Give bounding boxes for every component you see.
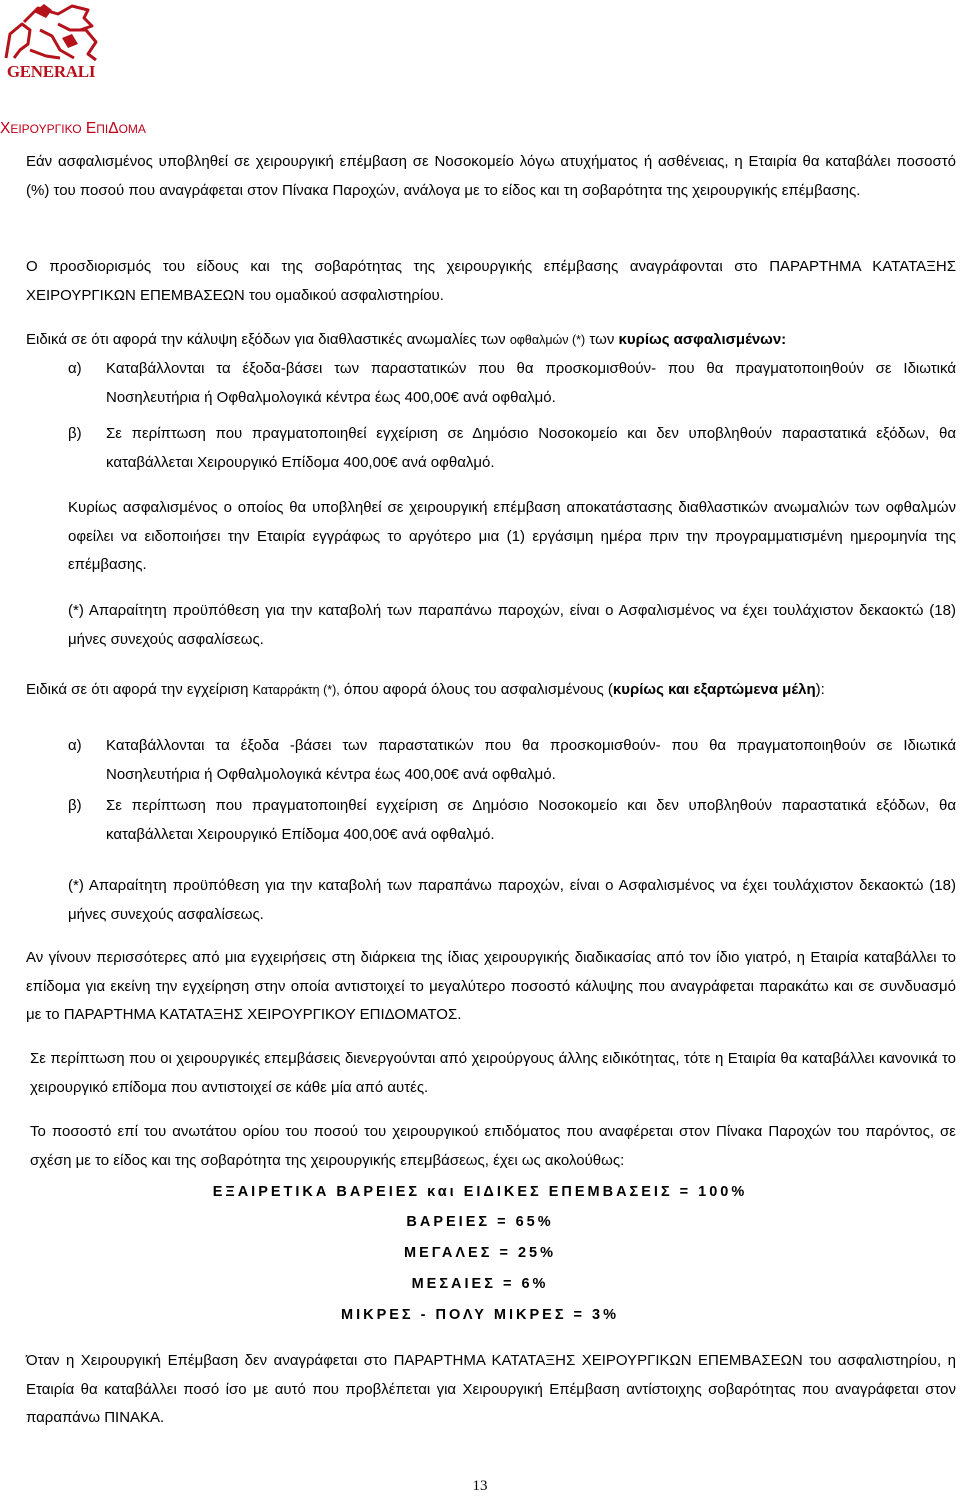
page-number: 13 <box>472 1478 488 1494</box>
section-title: ΧΕΙΡΟΥΡΓΙΚΟ ΕΠΙΔΟΜΑ <box>0 120 146 137</box>
classification-paragraph: Ο προσδιορισμός του είδους και της σοβαρότητας της χειρουργικής επέμβασης αναγράφονται στο ΠΑΡΑΡΤΗΜΑ ΚΑΤΑΤΑΞΗΣ ΧΕΙΡΟΥΡΓΙΚΩΝ ΕΠΕΜΒΑΣΕΩΝ του ομαδικού ασφαλιστηρίου. <box>26 258 956 304</box>
intro-paragraph: Εάν ασφαλισμένος υποβληθεί σε χειρουργική επέμβαση σε Νοσοκομείο λόγω ατυχήματος ή ασθένειας, η Εταιρία θα καταβάλει ποσοστό (%) του ποσού που αναγράφεται στον Πίνακα Παροχών, ανάλογα με το είδος και τη σοβαρότητα της χειρουργικής επέμβασης. <box>26 153 956 199</box>
rate-small: ΜΙΚΡΕΣ - ΠΟΛΥ ΜΙΚΡΕΣ = 3% <box>340 1307 620 1323</box>
percentage-intro-paragraph: Το ποσοστό επί του ανωτάτου ορίου του ποσού του χειρουργικού επιδόματος που αναφέρεται στον Πίνακα Παροχών του παρόντος, σε σχέση με το είδος και της σοβαρότητα της χειρουργικής επεμβάσεως, έχει ως ακολούθως: <box>30 1123 956 1169</box>
multiple-operations-paragraph: Αν γίνουν περισσότερες από μια εγχειρήσεις στη διάρκεια της ίδιας χειρουργικής διαδικασίας από τον ίδιο γιατρό, η Εταιρία καταβάλλει το επίδομα για εκείνη την εγχείρηση στην οποία αντιστοιχεί το μεγαλύτερο ποσοστό κάλυψης που αναγράφεται παρακάτω και σε συνδυασμό με το ΠΑΡΑΡΤΗΜΑ ΚΑΤΑΤΑΞΗΣ ΧΕΙΡΟΥΡΓΙΚΟΥ ΕΠΙΔΟΜΑΤΟΣ. <box>26 949 956 1023</box>
other-specialty-paragraph: Σε περίπτωση που οι χειρουργικές επεμβάσεις διενεργούνται από χειρούργους άλλης ειδικότητας, τότε η Εταιρία θα καταβάλλει κανονικά το χειρουργικό επίδομα που αντιστοιχεί σε κάθε μία από αυτές. <box>30 1050 956 1096</box>
refractive-notify-paragraph: Κυρίως ασφαλισμένος ο οποίος θα υποβληθεί σε χειρουργική επέμβαση αποκατάστασης διαθλαστικών ανωμαλιών των οφθαλμών οφείλει να ειδοποιήσει την Εταιρία εγγράφως το αργότερο μια (1) εργάσιμη ημέρα πριν την προγραμματισμένη ημερομηνία της επέμβασης. <box>68 499 956 573</box>
lion-emblem-icon <box>0 0 102 64</box>
cataract-item-a: α) Καταβάλλονται τα έξοδα -βάσει των παραστατικών που θα προσκομισθούν- που θα πραγματοποιηθούν σε Ιδιωτικά Νοσηλευτήρια ή Οφθαλμολογικά κέντρα έως 400,00€ ανά οφθαλμό. <box>68 737 956 783</box>
rate-large: ΜΕΓΑΛΕΣ = 25% <box>404 1245 556 1261</box>
refractive-item-b: β) Σε περίπτωση που πραγματοποιηθεί εγχείριση σε Δημόσιο Νοσοκομείο και δεν υποβληθούν παραστατικά εξόδων, θα καταβάλλεται Χειρουργικό Επίδομα 400,00€ ανά οφθαλμό. <box>68 425 956 471</box>
cataract-lead: Ειδικά σε ότι αφορά την εγχείριση Καταρράκτη (*), όπου αφορά όλους του ασφαλισμένους (κυρίως και εξαρτώμενα μέλη): <box>26 681 825 698</box>
refractive-note: (*) Απαραίτητη προϋπόθεση για την καταβολή των παραπάνω παροχών, είναι ο Ασφαλισμένος να έχει τουλάχιστον δεκαοκτώ (18) μήνες συνεχούς ασφαλίσεως. <box>68 602 956 648</box>
closing-paragraph: Όταν η Χειρουργική Επέμβαση δεν αναγράφεται στο ΠΑΡΑΡΤΗΜΑ ΚΑΤΑΤΑΞΗΣ ΧΕΙΡΟΥΡΓΙΚΩΝ ΕΠΕΜΒΑΣΕΩΝ του ασφαλιστηρίου, η Εταιρία θα καταβάλλει ποσό ίσο με αυτό που προβλέπεται για Χειρουργική Επέμβαση αντίστοιχης σοβαρότητας που αναγράφεται στον παραπάνω ΠΙΝΑΚΑ. <box>26 1352 956 1426</box>
rate-medium: ΜΕΣΑΙΕΣ = 6% <box>411 1276 549 1292</box>
rate-heavy: ΒΑΡΕΙΕΣ = 65% <box>406 1214 554 1230</box>
logo-wordmark: GENERALI <box>6 62 96 81</box>
generali-logo <box>0 0 102 84</box>
cataract-note: (*) Απαραίτητη προϋπόθεση για την καταβολή των παραπάνω παροχών, είναι ο Ασφαλισμένος να έχει τουλάχιστον δεκαοκτώ (18) μήνες συνεχούς ασφαλίσεως. <box>68 877 956 923</box>
cataract-item-b: β) Σε περίπτωση που πραγματοποιηθεί εγχείριση σε Δημόσιο Νοσοκομείο και δεν υποβληθούν παραστατικά εξόδων, θα καταβάλλεται Χειρουργικό Επίδομα 400,00€ ανά οφθαλμό. <box>68 797 956 843</box>
refractive-lead: Ειδικά σε ότι αφορά την κάλυψη εξόδων για διαθλαστικές ανωμαλίες των οφθαλμών (*) των κυρίως ασφαλισμένων: <box>26 331 787 348</box>
refractive-item-a: α) Καταβάλλονται τα έξοδα-βάσει των παραστατικών που θα προσκομισθούν- που θα πραγματοποιηθούν σε Ιδιωτικά Νοσηλευτήρια ή Οφθαλμολογικά κέντρα έως 400,00€ ανά οφθαλμό. <box>68 360 956 406</box>
rate-extra-heavy: ΕΞΑΙΡΕΤΙΚΑ ΒΑΡΕΙΕΣ και ΕΙΔΙΚΕΣ ΕΠΕΜΒΑΣΕΙΣ = 100% <box>212 1184 748 1200</box>
